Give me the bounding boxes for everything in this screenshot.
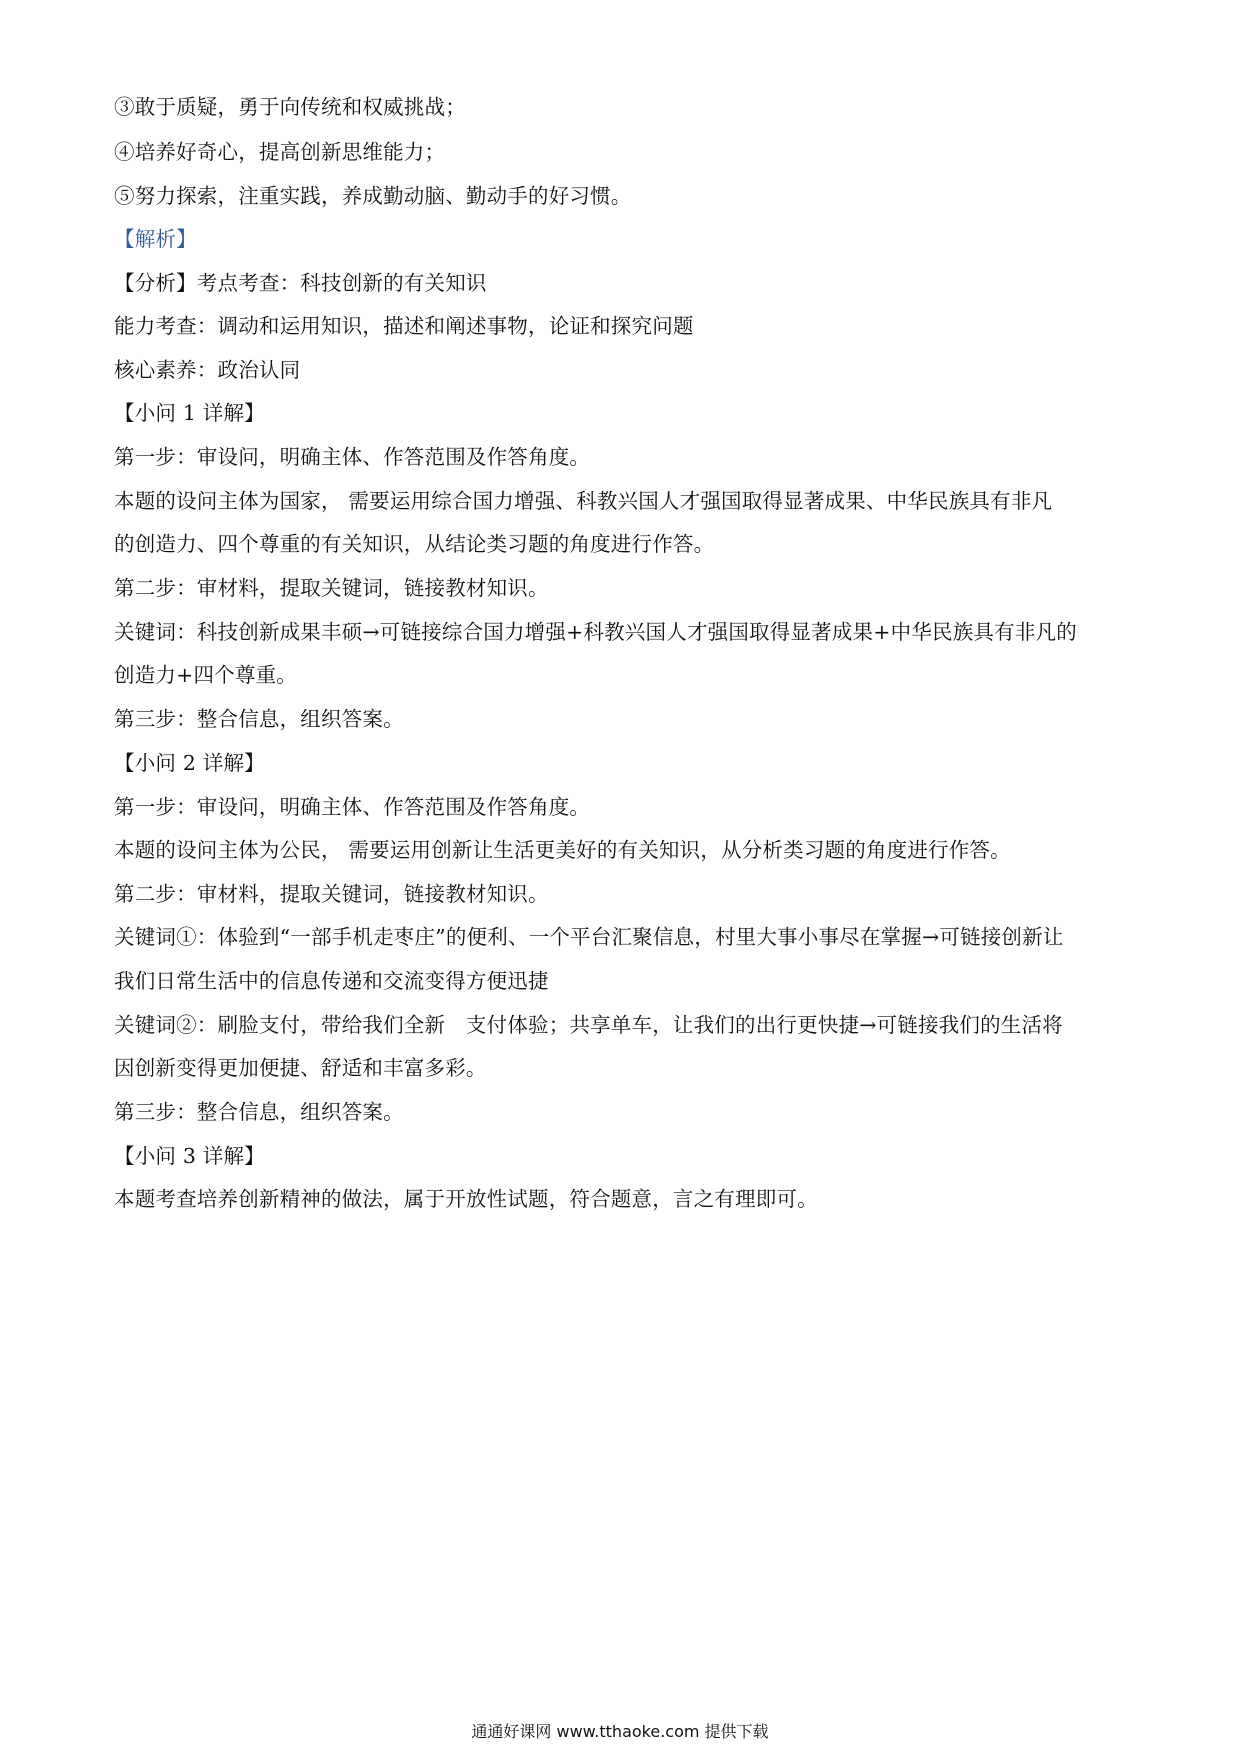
q1-step-3: 第三步：整合信息，组织答案。 [114,707,404,731]
q2-step-2: 第二步：审材料，提取关键词，链接教材知识。 [114,882,549,906]
q1-step-1: 第一步：审设问，明确主体、作答范围及作答角度。 [114,445,591,469]
q1-keywords-line-2: 创造力+四个尊重。 [114,663,297,687]
subquestion-2-heading: 【小问 2 详解】 [114,751,265,775]
analysis-summary: 【分析】考点考查：科技创新的有关知识 [114,271,487,295]
subquestion-1-heading: 【小问 1 详解】 [114,401,265,425]
q2-paragraph: 本题的设问主体为公民， 需要运用创新让生活更美好的有关知识，从分析类习题的角度进行作答。 [114,838,1011,862]
q2-keywords-1-line-1: 关键词①：体验到“一部手机走枣庄”的便利、一个平台汇聚信息，村里大事小事尽在掌握→可链接创新让 [114,925,1064,949]
q2-keywords-2-line-1: 关键词②：刷脸支付，带给我们全新 支付体验；共享单车，让我们的出行更快捷→可链接我们的生活将 [114,1013,1063,1037]
q1-step-2: 第二步：审材料，提取关键词，链接教材知识。 [114,576,549,600]
q1-paragraph-line-1: 本题的设问主体为国家， 需要运用综合国力增强、科教兴国人才强国取得显著成果、中华民族具有非凡 [114,489,1053,513]
q2-step-1: 第一步：审设问，明确主体、作答范围及作答角度。 [114,795,591,819]
answer-line-3: ③敢于质疑，勇于向传统和权威挑战； [114,95,466,119]
q1-paragraph-line-2: 的创造力、四个尊重的有关知识，从结论类习题的角度进行作答。 [114,532,715,556]
q2-step-3: 第三步：整合信息，组织答案。 [114,1100,404,1124]
subquestion-3-heading: 【小问 3 详解】 [114,1144,265,1168]
analysis-heading: 【解析】 [114,227,197,251]
answer-line-4: ④培养好奇心，提高创新思维能力； [114,140,446,164]
q1-keywords-line-1: 关键词：科技创新成果丰硕→可链接综合国力增强+科教兴国人才强国取得显著成果+中华民族具有非凡的 [114,620,1077,644]
ability-line: 能力考查：调动和运用知识，描述和阐述事物，论证和探究问题 [114,314,694,338]
q3-paragraph: 本题考查培养创新精神的做法，属于开放性试题，符合题意，言之有理即可。 [114,1187,818,1211]
answer-line-5: ⑤努力探索，注重实践，养成勤动脑、勤动手的好习惯。 [114,184,632,208]
q2-keywords-1-line-2: 我们日常生活中的信息传递和交流变得方便迅捷 [114,969,549,993]
page-footer: 通通好课网 www.tthaoke.com 提供下载 [471,1722,769,1741]
q2-keywords-2-line-2: 因创新变得更加便捷、舒适和丰富多彩。 [114,1056,487,1080]
literacy-line: 核心素养：政治认同 [114,358,301,382]
